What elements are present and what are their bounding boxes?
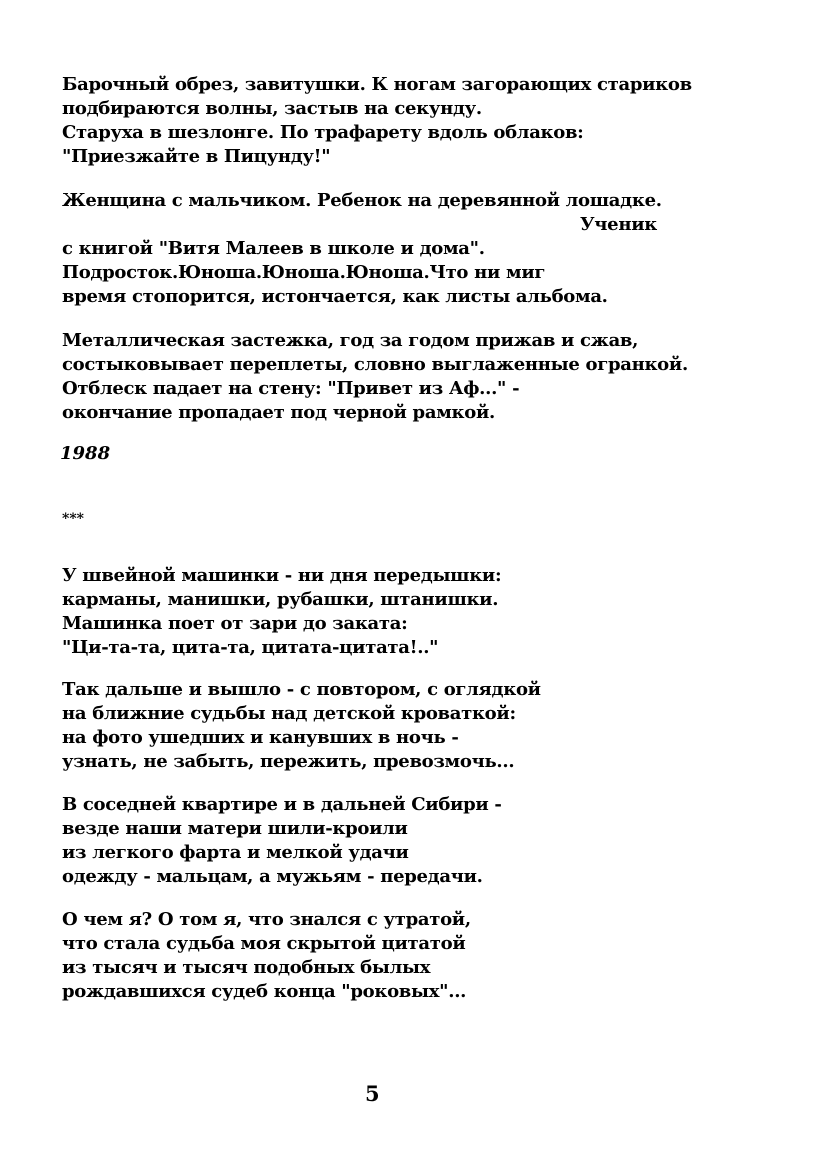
poem-line: везде наши матери шили-кроили — [62, 818, 408, 839]
poem2-stanza-2 — [62, 678, 762, 774]
poem-line: Барочный обрез, завитушки. К ногам загорающих стариков — [62, 74, 692, 95]
poem-line: Старуха в шезлонге. По трафарету вдоль облаков: — [62, 122, 584, 143]
poem-line: рождавшихся судеб конца "роковых"... — [62, 981, 467, 1002]
poem-line: Женщина с мальчиком. Ребенок на деревянной лошадке. — [62, 190, 662, 211]
poem-line-indented: Ученик — [580, 214, 657, 235]
poem-line: карманы, манишки, рубашки, штанишки. — [62, 589, 499, 610]
poem-line: подбираются волны, застыв на секунду. — [62, 98, 482, 119]
poem-line: В соседней квартире и в дальней Сибири - — [62, 794, 502, 815]
poem-line: из тысяч и тысяч подобных былых — [62, 957, 431, 978]
poem-line: время стопорится, истончается, как листы альбома. — [62, 286, 608, 307]
poem1-stanza-1 — [62, 73, 762, 169]
poem-line: Подросток.Юноша.Юноша.Юноша.Что ни миг — [62, 262, 546, 283]
poem-line: "Приезжайте в Пицунду!" — [62, 146, 331, 167]
poem-line: "Ци-та-та, цита-та, цитата-цитата!.." — [62, 637, 439, 658]
poem-line: окончание пропадает под черной рамкой. — [62, 402, 495, 423]
poem-line: О чем я? О том я, что знался с утратой, — [62, 909, 471, 930]
poem-line: из легкого фарта и мелкой удачи — [62, 842, 409, 863]
poem-line: с книгой "Витя Малеев в школе и дома". — [62, 238, 485, 259]
poem-line: состыковывает переплеты, словно выглаженные огранкой. — [62, 354, 688, 375]
poem-separator: *** — [62, 511, 84, 527]
poem-line: У швейной машинки - ни дня передышки: — [62, 565, 502, 586]
page-number: 5 — [365, 1081, 380, 1106]
poem1-stanza-2 — [62, 189, 762, 309]
poem-line: Машинка поет от зари до заката: — [62, 613, 408, 634]
poem-date: 1988 — [60, 443, 111, 464]
poem-line: Металлическая застежка, год за годом прижав и сжав, — [62, 330, 639, 351]
poem2-stanza-4 — [62, 908, 762, 1004]
poem2-stanza-1 — [62, 564, 762, 660]
poem-line: Отблеск падает на стену: "Привет из Аф..." - — [62, 378, 520, 399]
poem-line: Так дальше и вышло - с повтором, с оглядкой — [62, 679, 541, 700]
poem-line: на ближние судьбы над детской кроваткой: — [62, 703, 516, 724]
poem1-stanza-3 — [62, 329, 762, 425]
poem2-stanza-3 — [62, 793, 762, 889]
poem-line: на фото ушедших и канувших в ночь - — [62, 727, 459, 748]
poem-line: одежду - мальцам, а мужьям - передачи. — [62, 866, 483, 887]
poem-line: узнать, не забыть, пережить, превозмочь... — [62, 751, 515, 772]
poem-line: что стала судьба моя скрытой цитатой — [62, 933, 466, 954]
